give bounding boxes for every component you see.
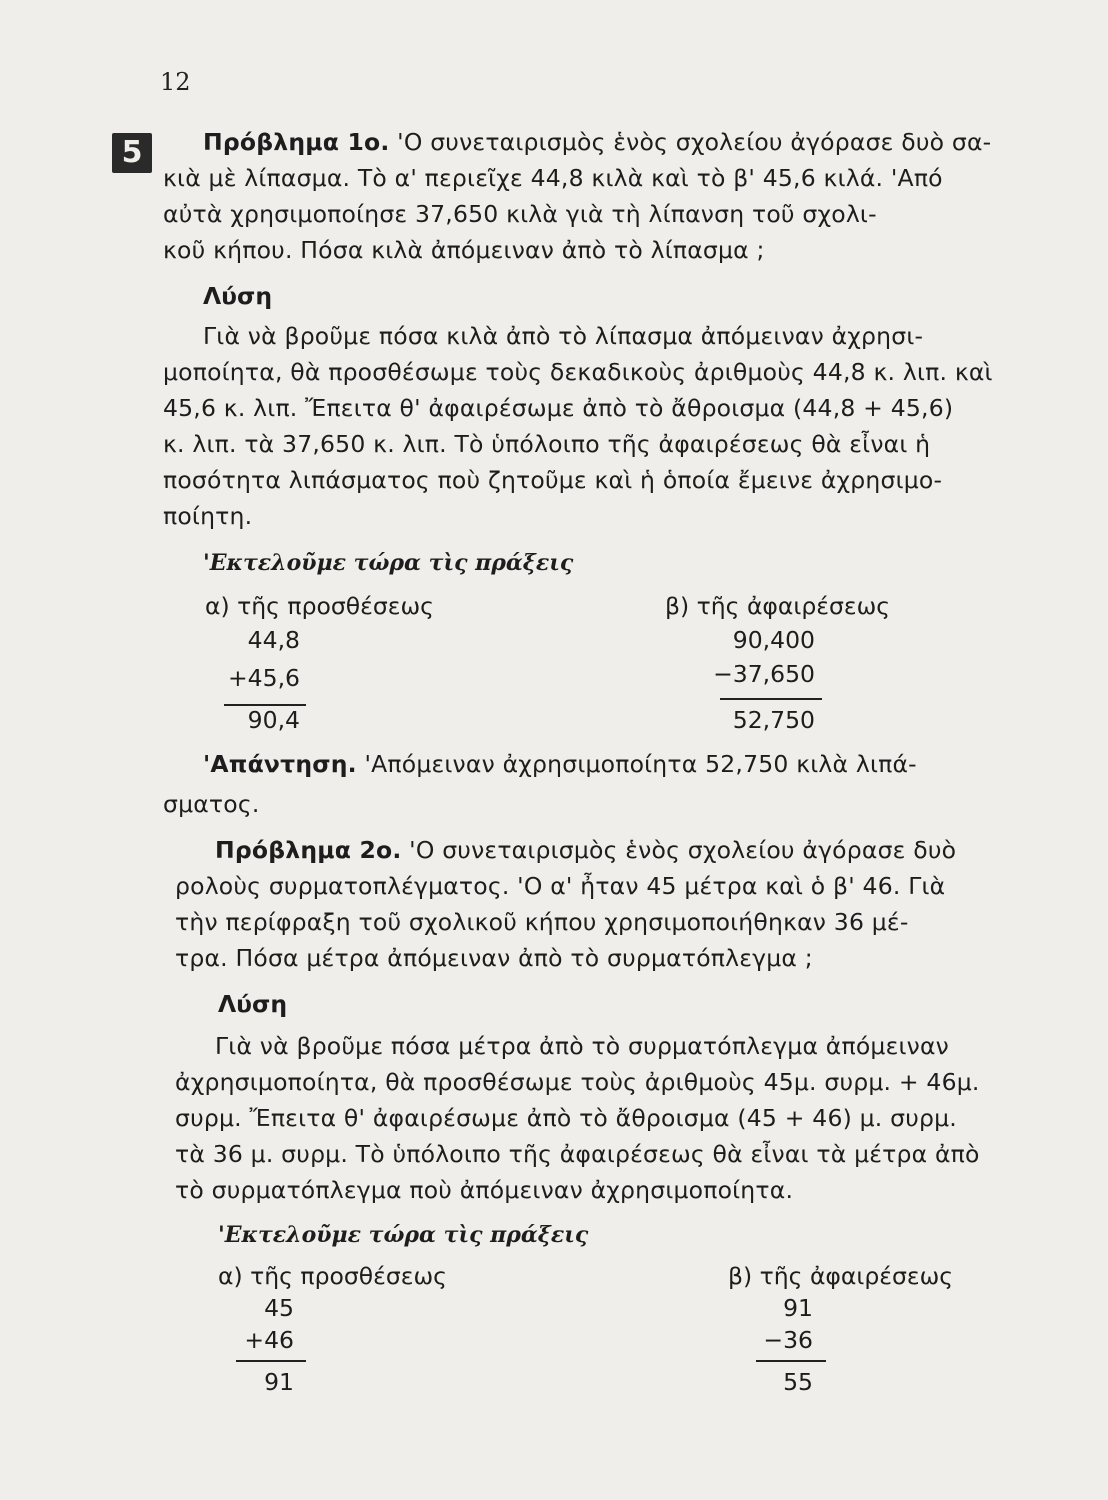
problem1-solution-line-5: ποσότητα λιπάσματος ποὺ ζητοῦμε καὶ ἡ ὁποία ἔμεινε ἀχρησιμο- — [163, 466, 943, 494]
problem2-line-4-block — [175, 940, 1015, 976]
problem1-answer-line-2: σματος. — [163, 790, 260, 818]
problem1-line-3-block — [163, 196, 1005, 232]
page-number: 12 — [160, 68, 191, 96]
problem1-subtraction-rule — [720, 698, 822, 700]
problem1-solution-line-6: ποίητη. — [163, 502, 253, 530]
problem1-line-4: κοῦ κήπου. Πόσα κιλὰ ἀπόμειναν ἀπὸ τὸ λίπασμα ; — [163, 236, 765, 264]
problem2-title: Πρόβλημα 2ο. — [215, 836, 402, 864]
problem2-subtraction-rule — [756, 1360, 826, 1362]
problem1-line-2: κιὰ μὲ λίπασμα. Τὸ α' περιεῖχε 44,8 κιλὰ καὶ τὸ β' 45,6 κιλά. 'Από — [163, 164, 943, 192]
problem2-operations-heading: 'Εκτελοῦμε τώρα τὶς πράξεις — [218, 1222, 589, 1248]
problem1-line-3: αὐτὰ χρησιμοποίησε 37,650 κιλὰ γιὰ τὴ λίπανση τοῦ σχολι- — [163, 200, 877, 228]
problem1-operations-heading: 'Εκτελοῦμε τώρα τὶς πράξεις — [203, 550, 574, 576]
problem2-solution-line-5: τὸ συρματόπλεγμα ποὺ ἀπόμειναν ἀχρησιμοποίητα. — [175, 1176, 794, 1204]
problem2-solution-line-3: συρμ. Ἔπειτα θ' ἀφαιρέσωμε ἀπὸ τὸ ἄθροισμα (45 + 46) μ. συρμ. — [175, 1104, 957, 1132]
problem2-addition-rule — [236, 1360, 306, 1362]
problem1-answer-label: 'Απάντηση. — [203, 750, 357, 778]
problem1-statement — [203, 124, 1005, 160]
problem2-solution-line-2: ἀχρησιμοποίητα, θὰ προσθέσωμε τοὺς ἀριθμοὺς 45μ. συρμ. + 46μ. — [175, 1068, 980, 1096]
problem2-addition-a: 45 — [264, 1294, 294, 1322]
problem2-subtraction-b: −36 — [763, 1326, 813, 1354]
problem1-addition-result: 90,4 — [247, 706, 300, 734]
problem2-statement — [215, 832, 1015, 868]
problem2-line-2: ρολοὺς συρματοπλέγματος. 'Ο α' ἦταν 45 μέτρα καὶ ὁ β' 46. Γιὰ — [175, 872, 946, 900]
section-badge: 5 — [112, 133, 152, 173]
problem1-answer-line-1: 'Απόμειναν ἀχρησιμοποίητα 52,750 κιλὰ λιπά- — [364, 750, 917, 778]
problem1-line-2-block — [163, 160, 1005, 196]
problem2-solution-line-1: Γιὰ νὰ βροῦμε πόσα μέτρα ἀπὸ τὸ συρματόπλεγμα ἀπόμειναν — [215, 1032, 949, 1060]
problem2-line-3-block — [175, 904, 1015, 940]
problem2-line-1: 'Ο συνεταιρισμὸς ἑνὸς σχολείου ἀγόρασε δυὸ — [409, 836, 957, 864]
problem1-title: Πρόβλημα 1ο. — [203, 128, 390, 156]
problem1-subtraction-result: 52,750 — [732, 706, 815, 734]
problem2-line-2-block — [175, 868, 1015, 904]
problem1-addition-b: +45,6 — [227, 664, 300, 692]
problem1-addition-a: 44,8 — [247, 626, 300, 654]
problem2-addition-result: 91 — [264, 1368, 294, 1396]
problem1-answer — [203, 746, 1005, 782]
problem1-subtraction-b: −37,650 — [713, 660, 815, 688]
problem2-line-3: τὴν περίφραξη τοῦ σχολικοῦ κήπου χρησιμοποιήθηκαν 36 μέ- — [175, 908, 909, 936]
problem1-solution-line-1: Γιὰ νὰ βροῦμε πόσα κιλὰ ἀπὸ τὸ λίπασμα ἀπόμειναν ἀχρησι- — [203, 322, 924, 350]
problem2-line-4: τρα. Πόσα μέτρα ἀπόμειναν ἀπὸ τὸ συρματόπλεγμα ; — [175, 944, 813, 972]
problem1-solution-line-2: μοποίητα, θὰ προσθέσωμε τοὺς δεκαδικοὺς ἀριθμοὺς 44,8 κ. λιπ. καὶ — [163, 358, 993, 386]
problem1-solution-line-3: 45,6 κ. λιπ. Ἔπειτα θ' ἀφαιρέσωμε ἀπὸ τὸ ἄθροισμα (44,8 + 45,6) — [163, 394, 954, 422]
problem2-solution-line-4: τὰ 36 μ. συρμ. Τὸ ὑπόλοιπο τῆς ἀφαιρέσεως θὰ εἶναι τὰ μέτρα ἀπὸ — [175, 1140, 980, 1168]
problem2-subtraction-result: 55 — [783, 1368, 813, 1396]
problem1-subtraction-label: β) τῆς ἀφαιρέσεως — [665, 592, 891, 620]
problem1-subtraction-a: 90,400 — [732, 626, 815, 654]
problem2-solution-label: Λύση — [218, 990, 288, 1018]
problem1-addition-label: α) τῆς προσθέσεως — [205, 592, 434, 620]
problem2-addition-label: α) τῆς προσθέσεως — [218, 1262, 447, 1290]
problem1-solution-line-4: κ. λιπ. τὰ 37,650 κ. λιπ. Τὸ ὑπόλοιπο τῆς ἀφαιρέσεως θὰ εἶναι ἡ — [163, 430, 931, 458]
problem1-line-1: 'Ο συνεταιρισμὸς ἑνὸς σχολείου ἀγόρασε δυὸ σα- — [397, 128, 992, 156]
problem1-solution-label: Λύση — [203, 282, 273, 310]
problem2-addition-b: +46 — [244, 1326, 294, 1354]
problem2-subtraction-a: 91 — [783, 1294, 813, 1322]
problem2-subtraction-label: β) τῆς ἀφαιρέσεως — [728, 1262, 954, 1290]
problem1-line-4-block — [163, 232, 1005, 268]
